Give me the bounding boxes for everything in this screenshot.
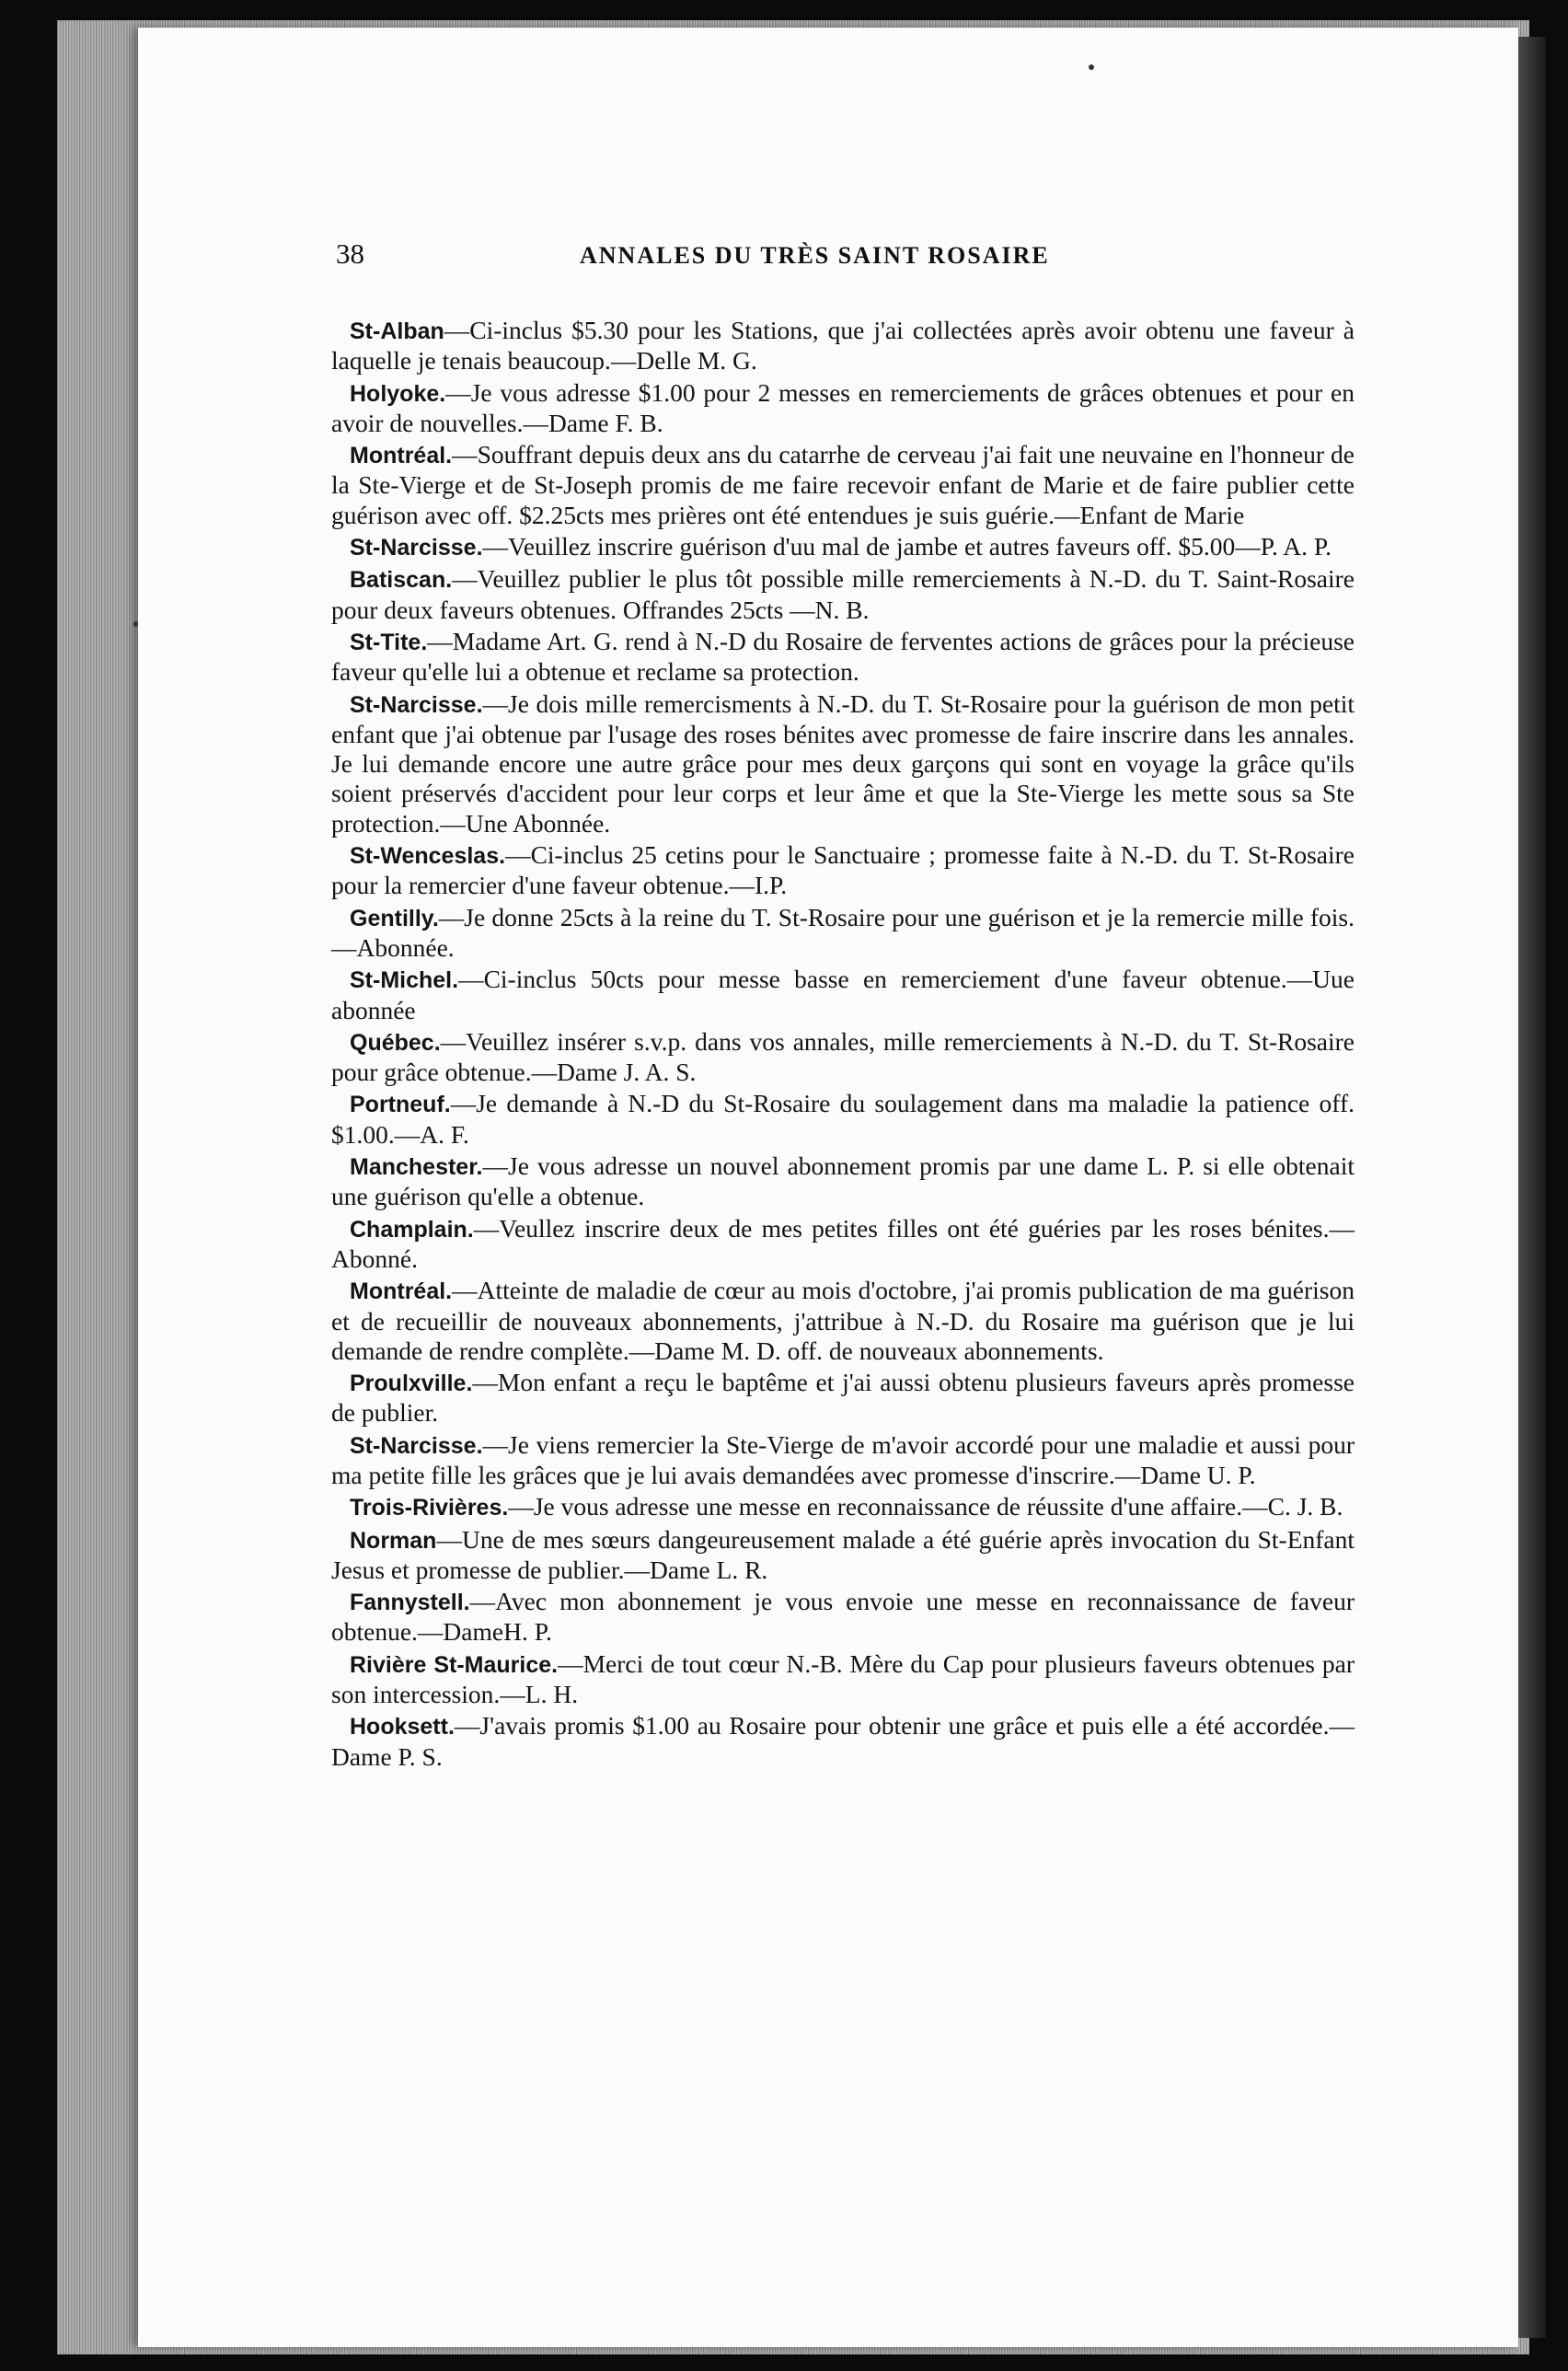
entry [331, 1525, 1355, 1586]
entry-text: —Ci-inclus 25 cetins pour le Sanctuaire ; promesse faite à N.-D. du T. St-Rosaire pour la remercier d'une faveur obtenue.—I.P. [331, 840, 1355, 900]
entry-place: Portneuf. [350, 1092, 451, 1118]
entry-text: —Je viens remercier la Ste-Vierge de m'avoir accordé pour une maladie et aussi pour ma petite fille les grâces que je lui avais demandées avec promesse d'inscrire.—Dame U. P. [331, 1429, 1355, 1489]
entry-place: Montréal. [350, 1278, 453, 1305]
entry-place: Proulxville. [350, 1371, 473, 1397]
entry-text: —Je vous adresse une messe en reconnaissance de réussite d'une affaire.—C. J. B. [508, 1492, 1343, 1521]
entry-text: —Atteinte de maladie de cœur au mois d'octobre, j'ai promis publication de ma guérison et de recueillir de nouveaux abonnements, j'attribue à N.-D. du Rosaire ma guérison que je lui demande de rendre complète.—Dame M. D. off. de nouveaux abonnements. [331, 1276, 1355, 1365]
entry-place: Fannystell. [350, 1590, 470, 1616]
entry-place: Hooksett. [350, 1714, 455, 1741]
entry [331, 440, 1355, 530]
entry-place: Manchester. [350, 1154, 483, 1181]
entry-text: —Je vous adresse $1.00 pour 2 messes en remerciements de grâces obtenues et pour en avoir de nouvelles.—Dame F. B. [331, 377, 1355, 437]
entry [331, 1214, 1355, 1275]
entry [331, 1027, 1355, 1088]
entry-place: Québec. [350, 1029, 441, 1056]
entry-text: —Veullez inscrire deux de mes petites filles ont été guéries par les roses bénites.—Abonné. [331, 1213, 1355, 1273]
testimonials-body [331, 316, 1355, 1774]
entry-text: —Madame Art. G. rend à N.-D du Rosaire de ferventes actions de grâces pour la précieuse faveur qu'elle lui a obtenue et reclame sa protection. [331, 626, 1355, 687]
entry-text: —Je dois mille remercisments à N.-D. du T. St-Rosaire pour la guérison de mon petit enfant que j'ai obtenue par l'usage des roses bénites avec promesse de faire inscrire dans les annales. Je lui demande encore une autre grâce pour mes deux garçons qui sont en voyage la grâce qu'ils soient préservés d'accident pour leur corps et leur âme et que la Ste-Vierge les mette sous sa Ste protection.—Une Abonnée. [331, 688, 1355, 838]
entry [331, 1711, 1355, 1772]
entry-place: Gentilly. [350, 905, 439, 931]
entry-text: —Merci de tout cœur N.-B. Mère du Cap pour plusieurs faveurs obtenues par son intercession.—L. H. [331, 1648, 1355, 1709]
entry-text: —J'avais promis $1.00 au Rosaire pour obtenir une grâce et puis elle a été accordée.—Dame P. S. [331, 1711, 1355, 1771]
entry [331, 1430, 1355, 1491]
entry-place: Holyoke. [350, 380, 446, 407]
entry-text: —Je donne 25cts à la reine du T. St-Rosaire pour une guérison et je la remercie mille fois.—Abonnée. [331, 902, 1355, 962]
entry-text: —Je vous adresse un nouvel abonnement promis par une dame L. P. si elle obtenait une guérison qu'elle a obtenue. [331, 1151, 1355, 1211]
entry [331, 1368, 1355, 1428]
entry [331, 840, 1355, 901]
entry-place: St-Narcisse. [350, 691, 483, 718]
entry-text: —Veuillez insérer s.v.p. dans vos annales, mille remerciements à N.-D. du T. St-Rosaire pour grâce obtenue.—Dame J. A. S. [331, 1026, 1355, 1087]
entry-place: St-Michel. [350, 967, 459, 994]
entry-place: St-Tite. [350, 629, 428, 655]
page-number: 38 [336, 237, 364, 270]
entry [331, 564, 1355, 625]
entry-text: —Mon enfant a reçu le baptême et j'ai aussi obtenu plusieurs faveurs après promesse de publier. [331, 1368, 1355, 1428]
running-title: ANNALES DU TRÈS SAINT ROSAIRE [580, 242, 1050, 269]
entry [331, 1587, 1355, 1648]
entry [331, 1089, 1355, 1150]
entry [331, 1276, 1355, 1366]
entry-place: St-Narcisse. [350, 535, 483, 561]
entry [331, 903, 1355, 964]
entry-place: Batiscan. [350, 567, 453, 594]
entry-text: —Ci-inclus 50cts pour messe basse en remerciement d'une faveur obtenue.—Uue abonnée [331, 965, 1355, 1024]
entry-place: Trois-Rivières. [350, 1495, 509, 1521]
entry [331, 378, 1355, 439]
entry-text: —Avec mon abonnement je vous envoie une messe en reconnaissance de faveur obtenue.—DameH. P. [331, 1587, 1355, 1647]
entry [331, 532, 1355, 562]
entry [331, 1492, 1355, 1522]
entry-text: —Souffrant depuis deux ans du catarrhe de cerveau j'ai fait une neuvaine en l'honneur de la Ste-Vierge et de St-Joseph promis de me faire recevoir enfant de Marie et de faire publier cette guérison avec off. $2.25cts mes prières ont été entendues je suis guérie.—Enfant de Marie [331, 440, 1355, 529]
entry-text: —Une de mes sœurs dangeureusement malade a été guérie après invocation du St-Enfant Jesus et promesse de publier.—Dame L. R. [331, 1524, 1355, 1584]
entry-place: Champlain. [350, 1216, 474, 1243]
entry-place: Montréal. [350, 443, 453, 469]
entry-place: St-Narcisse. [350, 1432, 483, 1459]
entry-text: —Veuillez inscrire guérison d'uu mal de jambe et autres faveurs off. $5.00—P. A. P. [482, 532, 1332, 561]
entry-place: Norman [350, 1527, 437, 1554]
entry-place: St-Alban [350, 318, 444, 344]
entry [331, 1151, 1355, 1212]
page-header [336, 237, 1348, 283]
entry-text: —Ci-inclus $5.30 pour les Stations, que j'ai collectées après avoir obtenu une faveur à laquelle je tenais beaucoup.—Delle M. G. [331, 316, 1355, 376]
entry [331, 965, 1355, 1025]
entry [331, 1649, 1355, 1710]
ink-speck [133, 621, 138, 627]
entry [331, 689, 1355, 839]
ink-speck [1089, 64, 1094, 70]
entry-place: St-Wenceslas. [350, 843, 506, 870]
entry [331, 627, 1355, 688]
entry-text: —Veuillez publier le plus tôt possible mille remerciements à N.-D. du T. Saint-Rosaire pour deux faveurs obtenues. Offrandes 25cts —N. B. [331, 564, 1355, 624]
entry-place: Rivière St-Maurice. [350, 1651, 559, 1678]
entry [331, 316, 1355, 376]
entry-text: —Je demande à N.-D du St-Rosaire du soulagement dans ma maladie la patience off. $1.00.—A. F. [331, 1089, 1355, 1149]
